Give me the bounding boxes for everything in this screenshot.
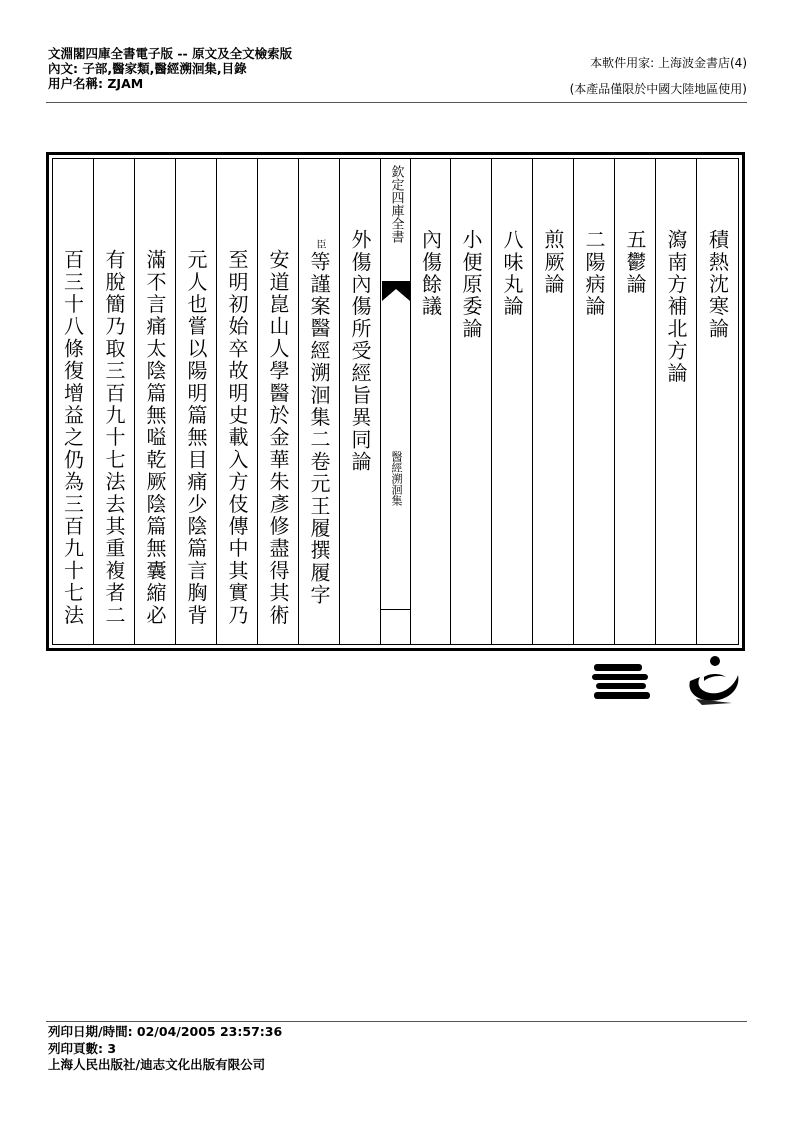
- column-text: 百三十八條復增益之仍為三百九十七法: [60, 249, 85, 627]
- header-licensee: 本軟件用家: 上海波金書店(4): [590, 56, 747, 70]
- fishtail-mark: [381, 281, 411, 303]
- toc-column: [450, 159, 492, 644]
- banner-rule: [381, 609, 411, 610]
- toc-entry: 內傷餘議: [418, 229, 443, 318]
- column-text: 滿不言痛太陰篇無嗌乾厥陰篇無囊縮必: [143, 249, 167, 627]
- print-page-count: 列印頁數: 3: [48, 1040, 117, 1056]
- header-left: [48, 46, 292, 91]
- toc-entry: 積熱沈寒論: [705, 229, 730, 340]
- text-column: [339, 159, 381, 644]
- toc-entry: 煎厥論: [541, 229, 565, 296]
- toc-entry: 二陽病論: [582, 229, 606, 318]
- header-right: [570, 50, 747, 102]
- page-frame: [46, 152, 745, 651]
- column-text: 至明初始卒故明史載入方伎傳中其實乃: [225, 249, 249, 627]
- header-username: 用户名稱: ZJAM: [48, 76, 144, 91]
- text-column: [257, 159, 299, 644]
- column-text: 外傷內傷所受經旨異同論: [348, 229, 372, 474]
- column-marker: 臣: [314, 239, 325, 249]
- brush-logo-icon: [682, 655, 744, 707]
- toc-column: [655, 159, 697, 644]
- column-text: 安道崑山人學醫於金華朱彥修盡得其術: [266, 249, 290, 627]
- footer: [48, 1024, 282, 1074]
- column-text: 有脫簡乃取三百九十七法去其重複者二: [102, 249, 126, 627]
- toc-entry: 五鬱論: [623, 229, 647, 296]
- toc-column: [573, 159, 615, 644]
- toc-entry: 小便原委論: [459, 229, 483, 340]
- text-column: [134, 159, 176, 644]
- footer-divider: [46, 1021, 747, 1022]
- column-text: 等謹案醫經溯洄集二卷元王履撰履字: [307, 251, 331, 607]
- toc-entry: 瀉南方補北方論: [664, 229, 688, 385]
- page-inner-frame: [52, 158, 739, 645]
- print-datetime: 列印日期/時間: 02/04/2005 23:57:36: [48, 1024, 283, 1039]
- header-content-path: 內文: 子部,醫家類,醫經溯洄集,目錄: [48, 61, 247, 76]
- toc-column: [614, 159, 656, 644]
- books-logo-icon: [592, 662, 652, 702]
- text-column: [216, 159, 258, 644]
- header-divider: [46, 102, 747, 103]
- banner-subtitle: 醫經溯洄集: [390, 451, 403, 506]
- text-column: [93, 159, 135, 644]
- text-column: [53, 159, 93, 644]
- header-region-note: (本產品僅限於中國大陸地區使用): [569, 82, 747, 96]
- toc-column: [491, 159, 533, 644]
- text-column: [298, 159, 340, 644]
- text-column: [175, 159, 217, 644]
- toc-column: [696, 159, 739, 644]
- column-text: 元人也嘗以陽明篇無目痛少陰篇言胸背: [184, 249, 208, 627]
- toc-entry: 八味丸論: [500, 229, 524, 318]
- toc-column: [410, 159, 451, 644]
- publisher: 上海人民出版社/迪志文化出版有限公司: [48, 1057, 266, 1072]
- banner-column: [380, 159, 411, 644]
- toc-column: [532, 159, 574, 644]
- banner-title: 欽定四庫全書: [388, 165, 404, 243]
- header-title: 文淵閣四庫全書電子版 -- 原文及全文檢索版: [48, 46, 293, 61]
